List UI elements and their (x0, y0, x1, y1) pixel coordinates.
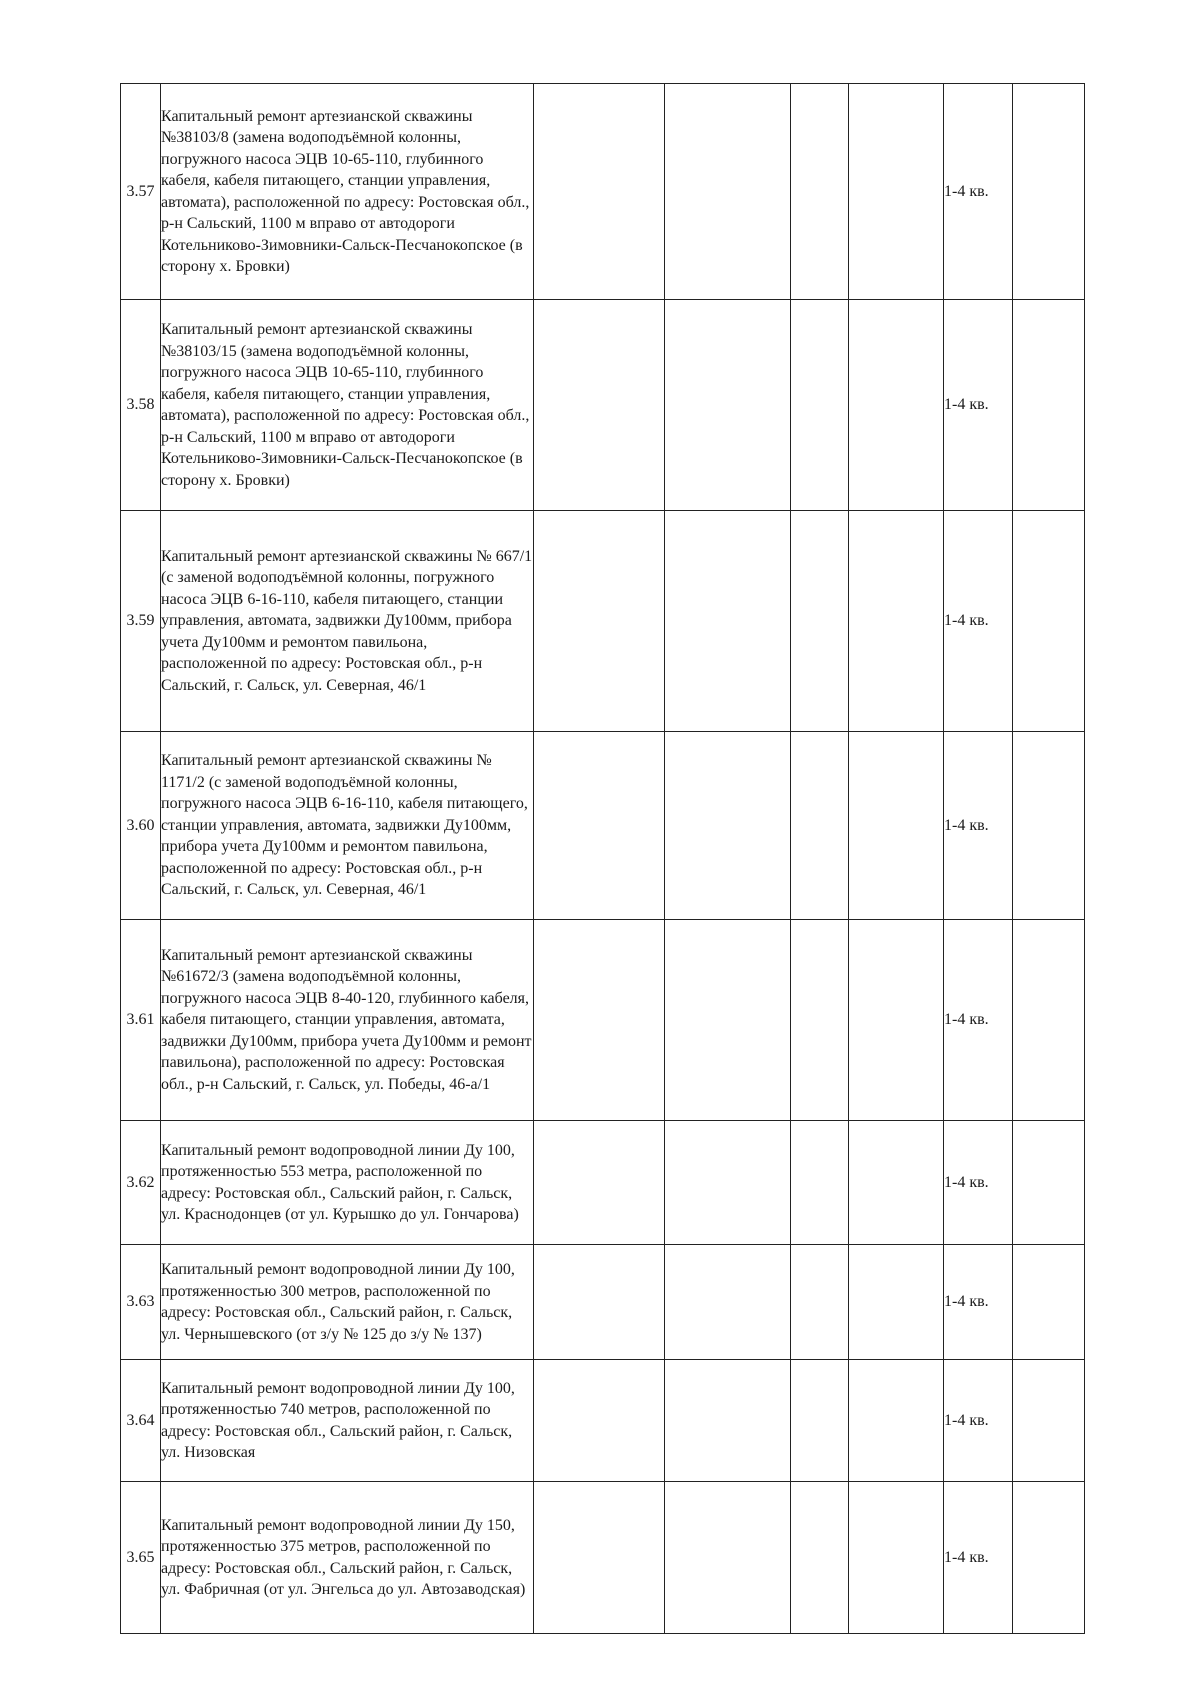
empty-cell (791, 300, 849, 511)
row-number: 3.62 (121, 1121, 161, 1245)
row-period: 1-4 кв. (944, 732, 1013, 920)
empty-cell (534, 300, 665, 511)
empty-cell (665, 1360, 791, 1482)
empty-cell (1013, 511, 1085, 732)
row-description: Капитальный ремонт водопроводной линии Ду 100, протяженностью 740 метров, расположенной по адресу: Ростовская обл., Сальский район, г. Сальск, ул. Низовская (161, 1360, 534, 1482)
empty-cell (534, 511, 665, 732)
row-description: Капитальный ремонт артезианской скважины №38103/8 (замена водоподъёмной колонны, погружного насоса ЭЦВ 10-65-110, глубинного кабеля, кабеля питающего, станции управления, автомата), расположенной по адресу: Ростовская обл., р-н Сальский, 1100 м вправо от автодороги Котельниково-Зимовники-Сальск-Песчанокопское (в сторону х. Бровки) (161, 84, 534, 300)
empty-cell (849, 1245, 944, 1360)
table-row (121, 300, 1085, 511)
table-row (121, 1360, 1085, 1482)
empty-cell (665, 1121, 791, 1245)
row-period: 1-4 кв. (944, 511, 1013, 732)
empty-cell (791, 1482, 849, 1634)
row-description: Капитальный ремонт артезианской скважины №61672/3 (замена водоподъёмной колонны, погружного насоса ЭЦВ 8-40-120, глубинного кабеля, кабеля питающего, станции управления, автомата, задвижки Ду100мм, прибора учета Ду100мм и ремонт павильона), расположенной по адресу: Ростовская обл., р-н Сальский, г. Сальск, ул. Победы, 46-а/1 (161, 920, 534, 1121)
empty-cell (665, 84, 791, 300)
empty-cell (791, 1121, 849, 1245)
empty-cell (534, 1482, 665, 1634)
row-period: 1-4 кв. (944, 920, 1013, 1121)
empty-cell (665, 1482, 791, 1634)
table-row (121, 1482, 1085, 1634)
row-number: 3.60 (121, 732, 161, 920)
row-period: 1-4 кв. (944, 1121, 1013, 1245)
empty-cell (534, 1245, 665, 1360)
empty-cell (791, 732, 849, 920)
row-number: 3.64 (121, 1360, 161, 1482)
empty-cell (791, 1245, 849, 1360)
row-number: 3.59 (121, 511, 161, 732)
empty-cell (849, 84, 944, 300)
row-period: 1-4 кв. (944, 84, 1013, 300)
empty-cell (534, 732, 665, 920)
empty-cell (534, 1121, 665, 1245)
empty-cell (665, 300, 791, 511)
row-period: 1-4 кв. (944, 300, 1013, 511)
empty-cell (849, 1121, 944, 1245)
empty-cell (849, 732, 944, 920)
table-row (121, 732, 1085, 920)
empty-cell (849, 1360, 944, 1482)
empty-cell (1013, 732, 1085, 920)
table-row (121, 84, 1085, 300)
table-row (121, 920, 1085, 1121)
works-table (120, 83, 1085, 1634)
row-description: Капитальный ремонт артезианской скважины № 667/1 (с заменой водоподъёмной колонны, погружного насоса ЭЦВ 6-16-110, кабеля питающего, станции управления, автомата, задвижки Ду100мм, прибора учета Ду100мм и ремонтом павильона, расположенной по адресу: Ростовская обл., р-н Сальский, г. Сальск, ул. Северная, 46/1 (161, 511, 534, 732)
empty-cell (534, 920, 665, 1121)
empty-cell (1013, 1482, 1085, 1634)
row-number: 3.57 (121, 84, 161, 300)
row-description: Капитальный ремонт водопроводной линии Ду 150, протяженностью 375 метров, расположенной по адресу: Ростовская обл., Сальский район, г. Сальск, ул. Фабричная (от ул. Энгельса до ул. Автозаводская) (161, 1482, 534, 1634)
row-number: 3.63 (121, 1245, 161, 1360)
empty-cell (849, 1482, 944, 1634)
empty-cell (1013, 1360, 1085, 1482)
empty-cell (534, 1360, 665, 1482)
row-number: 3.61 (121, 920, 161, 1121)
empty-cell (849, 300, 944, 511)
empty-cell (534, 84, 665, 300)
empty-cell (1013, 300, 1085, 511)
row-description: Капитальный ремонт водопроводной линии Ду 100, протяженностью 553 метра, расположенной по адресу: Ростовская обл., Сальский район, г. Сальск, ул. Краснодонцев (от ул. Курышко до ул. Гончарова) (161, 1121, 534, 1245)
row-number: 3.58 (121, 300, 161, 511)
empty-cell (791, 1360, 849, 1482)
empty-cell (791, 511, 849, 732)
empty-cell (665, 511, 791, 732)
row-number: 3.65 (121, 1482, 161, 1634)
empty-cell (665, 732, 791, 920)
row-description: Капитальный ремонт артезианской скважины № 1171/2 (с заменой водоподъёмной колонны, погружного насоса ЭЦВ 6-16-110, кабеля питающего, станции управления, автомата, задвижки Ду100мм, прибора учета Ду100мм и ремонтом павильона, расположенной по адресу: Ростовская обл., р-н Сальский, г. Сальск, ул. Северная, 46/1 (161, 732, 534, 920)
empty-cell (849, 920, 944, 1121)
table-row (121, 511, 1085, 732)
empty-cell (1013, 1245, 1085, 1360)
empty-cell (665, 920, 791, 1121)
empty-cell (849, 511, 944, 732)
row-period: 1-4 кв. (944, 1245, 1013, 1360)
empty-cell (791, 84, 849, 300)
table-row (121, 1121, 1085, 1245)
empty-cell (1013, 920, 1085, 1121)
empty-cell (791, 920, 849, 1121)
row-description: Капитальный ремонт артезианской скважины №38103/15 (замена водоподъёмной колонны, погружного насоса ЭЦВ 10-65-110, глубинного кабеля, кабеля питающего, станции управления, автомата), расположенной по адресу: Ростовская обл., р-н Сальский, 1100 м вправо от автодороги Котельниково-Зимовники-Сальск-Песчанокопское (в сторону х. Бровки) (161, 300, 534, 511)
row-period: 1-4 кв. (944, 1482, 1013, 1634)
empty-cell (1013, 1121, 1085, 1245)
row-period: 1-4 кв. (944, 1360, 1013, 1482)
empty-cell (1013, 84, 1085, 300)
table-row (121, 1245, 1085, 1360)
empty-cell (665, 1245, 791, 1360)
row-description: Капитальный ремонт водопроводной линии Ду 100, протяженностью 300 метров, расположенной по адресу: Ростовская обл., Сальский район, г. Сальск, ул. Чернышевского (от з/у № 125 до з/у № 137) (161, 1245, 534, 1360)
